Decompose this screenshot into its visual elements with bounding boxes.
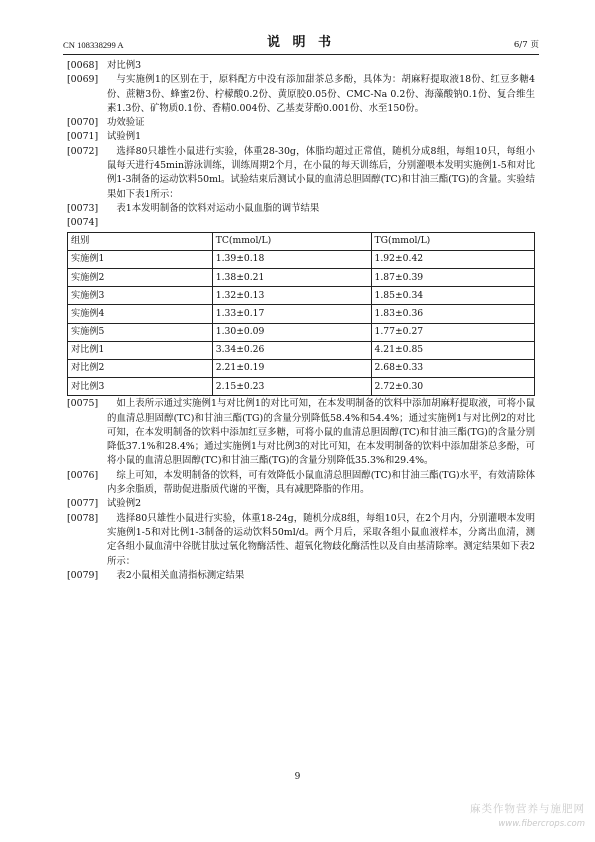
table-row — [68, 268, 535, 286]
document-body — [67, 59, 535, 583]
paragraph-text: 表2小鼠相关血清指标测定结果 — [116, 569, 245, 581]
paragraph — [67, 469, 535, 498]
table-header-row — [68, 232, 535, 250]
paragraph — [67, 497, 535, 511]
paragraph — [67, 397, 535, 468]
paragraph-number: [0070] — [67, 117, 99, 129]
table-cell: 2.72±0.30 — [371, 378, 534, 396]
table-cell: 1.85±0.34 — [371, 287, 534, 305]
table-cell: 2.68±0.33 — [371, 359, 534, 377]
table-row — [68, 305, 535, 323]
table-cell: 1.38±0.21 — [212, 268, 371, 286]
paragraph — [67, 216, 535, 230]
table-header-cell: TC(mmol/L) — [212, 232, 371, 250]
table-cell: 对比例1 — [68, 341, 213, 359]
paragraphs-bottom — [67, 397, 535, 583]
table-row — [68, 341, 535, 359]
paragraph-text: 试验例2 — [107, 498, 142, 510]
table-cell: 3.34±0.26 — [212, 341, 371, 359]
paragraph-text: 综上可知，本发明制备的饮料，可有效降低小鼠血清总胆固醇(TC)和甘油三酯(TG)水平，有效清除体内多余脂质，帮助促进脂质代谢的平衡，具有减肥降脂的作用。 — [107, 469, 535, 496]
paragraphs-top — [67, 59, 535, 231]
paragraph-text: 选择80只雄性小鼠进行实验，体重18-24g，随机分成8组，每组10只，在2个月内，分别灌喂本发明实施例1-5和对比例1-3制备的运动饮料50ml/d。两个月后，采取各组小鼠血液样本，分离出血清，测定各组小鼠血清中谷胱甘肽过氧化物酶活性、超氧化物歧化酶活性以及自由基清除率。测定结果如下表2所示： — [107, 512, 535, 567]
table-row — [68, 250, 535, 268]
paragraph-number: [0071] — [67, 131, 99, 143]
paragraph-text: 表1本发明制备的饮料对运动小鼠血脂的调节结果 — [116, 202, 320, 214]
paragraph-text: 对比例3 — [107, 60, 142, 71]
paragraph-number: [0079] — [67, 569, 99, 581]
table-cell: 1.39±0.18 — [212, 250, 371, 268]
paragraph-number: [0076] — [67, 469, 99, 481]
page-indicator: 6/7 页 — [513, 40, 539, 50]
paragraph-number: [0075] — [67, 398, 99, 410]
paragraph-number: [0077] — [67, 498, 99, 510]
watermark-title: 麻类作物营养与施肥网 — [470, 803, 585, 815]
paragraph — [67, 202, 535, 216]
table-cell: 实施例3 — [68, 287, 213, 305]
table-cell: 1.77±0.27 — [371, 323, 534, 341]
site-watermark — [470, 802, 585, 831]
table-cell: 1.87±0.39 — [371, 268, 534, 286]
table-header-cell: 组别 — [68, 232, 213, 250]
paragraph — [67, 569, 535, 583]
paragraph-text: 如上表所示通过实施例1与对比例1的对比可知，在本发明制备的饮料中添加胡麻籽提取液，可将小鼠的血清总胆固醇(TC)和甘油三酯(TG)的含量分别降低58.4%和54.4%；通过实施例1与对比例2的对比可知，在本发明制备的饮料中添加红豆多糖，可将小鼠的血清总胆固醇(TC)和甘油三酯(TG)的含量分别降低37.1%和28.4%；通过实施例1与对比例3的对比可知，在本发明制备的饮料中添加甜茶总多酚，可将小鼠的血清总胆固醇(TC)和甘油三酯(TG)的含量分别降低35.3%和29.4%。 — [107, 398, 535, 467]
table-cell: 1.30±0.09 — [212, 323, 371, 341]
paragraph — [67, 145, 535, 202]
table-cell: 2.15±0.23 — [212, 378, 371, 396]
paragraph-number: [0074] — [67, 217, 99, 229]
paragraph-text: 选择80只雄性小鼠进行实验，体重28-30g，体脂均超过正常值，随机分成8组，每组10只，每组小鼠每天进行45min游泳训练，训练周期2个月，在小鼠的每天训练后，分别灌喂本发明实施例1-5和对比例1-3制备的运动饮料50ml。试验结束后测试小鼠的血清总胆固醇(TC)和甘油三酯(TG)的含量。实验结果如下表1所示： — [107, 145, 535, 200]
table-cell: 对比例2 — [68, 359, 213, 377]
table-cell: 实施例5 — [68, 323, 213, 341]
table-cell: 1.83±0.36 — [371, 305, 534, 323]
page-header — [63, 31, 539, 53]
table-body — [68, 250, 535, 396]
table-row — [68, 359, 535, 377]
page-number: 9 — [294, 772, 301, 782]
paragraph-text — [67, 216, 535, 230]
paragraph — [67, 130, 535, 144]
table-cell: 1.33±0.17 — [212, 305, 371, 323]
table-cell: 1.92±0.42 — [371, 250, 534, 268]
paragraph-number: [0073] — [67, 202, 99, 214]
table-cell: 实施例4 — [68, 305, 213, 323]
table-cell: 实施例2 — [68, 268, 213, 286]
paragraph-text: 功效验证 — [107, 117, 145, 129]
table-cell: 实施例1 — [68, 250, 213, 268]
paragraph — [67, 73, 535, 116]
table-cell: 2.21±0.19 — [212, 359, 371, 377]
paragraph-number: [0069] — [67, 74, 99, 86]
table-row — [68, 378, 535, 396]
paragraph — [67, 512, 535, 569]
paragraph-text: 试验例1 — [107, 131, 142, 143]
table-header-cell: TG(mmol/L) — [371, 232, 534, 250]
paragraph-number: [0078] — [67, 512, 99, 524]
header-divider — [63, 54, 539, 55]
paragraph-text: 与实施例1的区别在于，原料配方中没有添加甜茶总多酚，具体为：胡麻籽提取液18份、红豆多糖4份、蔗糖3份、蜂蜜2份、柠檬酸0.2份、黄原胶0.05份、CMC-Na 0.2份、海藻酸钠0.1份、复合维生素1.3份、矿物质0.1份、香精0.004份、乙基麦芽酚0.001份、水至150份。 — [107, 74, 535, 114]
table-cell: 1.32±0.13 — [212, 287, 371, 305]
paragraph — [67, 116, 535, 130]
watermark-url: www.fibercrops.com — [498, 818, 585, 829]
document-number: CN 108338299 A — [63, 40, 124, 50]
document-title: 说 明 书 — [266, 35, 336, 50]
paragraph-number: [0072] — [67, 145, 99, 157]
table-row — [68, 287, 535, 305]
paragraph — [67, 59, 535, 73]
table-cell: 对比例3 — [68, 378, 213, 396]
table-1 — [67, 232, 535, 397]
table-row — [68, 323, 535, 341]
table-cell: 4.21±0.85 — [371, 341, 534, 359]
paragraph-number: [0068] — [67, 60, 99, 71]
